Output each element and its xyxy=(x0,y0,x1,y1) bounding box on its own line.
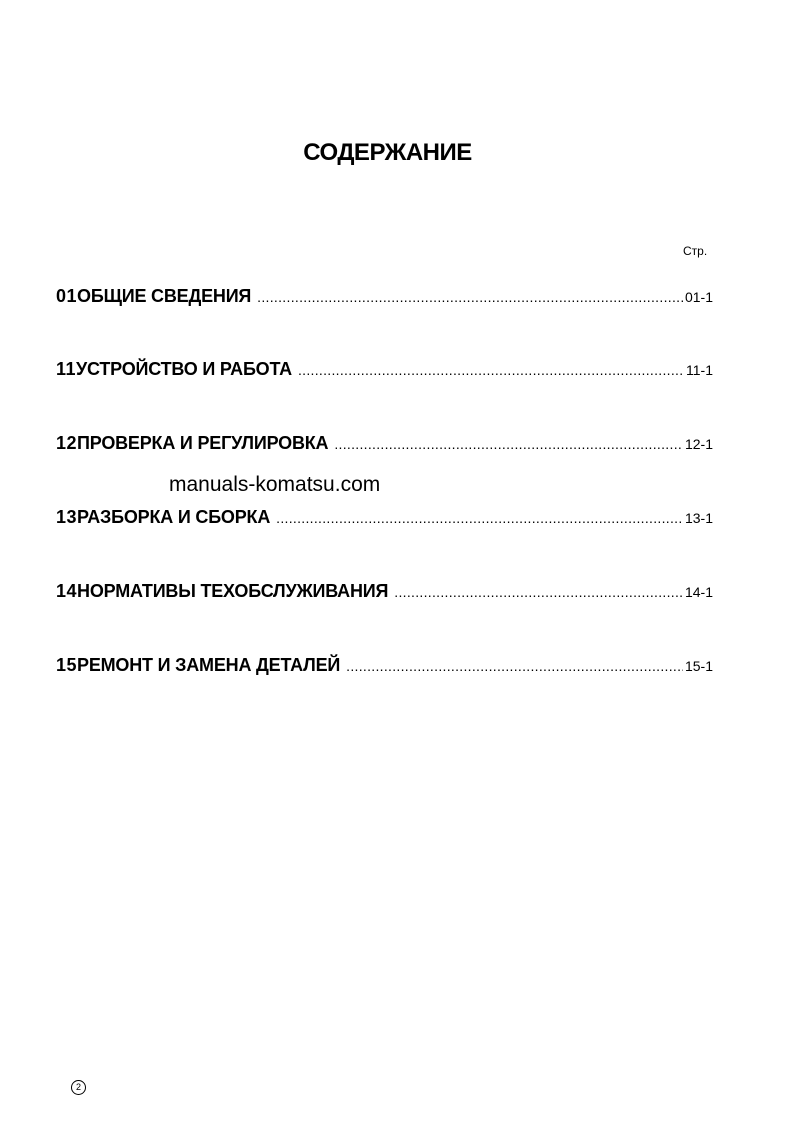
toc-entry-page: 11-1 xyxy=(686,362,713,378)
toc-entry-13[interactable] xyxy=(56,507,713,531)
toc-entry-page: 15-1 xyxy=(684,658,713,674)
toc-entry-title: НОРМАТИВЫ ТЕХОБСЛУЖИВАНИЯ xyxy=(77,581,389,601)
toc-leader-dots xyxy=(334,436,683,452)
toc-leader-dots xyxy=(394,584,683,600)
toc-leader-dots xyxy=(298,362,684,378)
toc-entry-title: ОБЩИЕ СВЕДЕНИЯ xyxy=(77,286,252,306)
toc-entry-number: 11 xyxy=(56,359,77,379)
page-title: СОДЕРЖАНИЕ xyxy=(303,139,472,166)
toc-entry-page: 01-1 xyxy=(684,289,713,305)
toc-entry-number: 01 xyxy=(56,286,78,306)
revision-mark: 2 xyxy=(71,1080,86,1095)
toc-entry-12[interactable] xyxy=(56,433,713,457)
toc-entry-11[interactable] xyxy=(56,359,713,383)
toc-entry-14[interactable] xyxy=(56,581,713,605)
toc-entry-title: РЕМОНТ И ЗАМЕНА ДЕТАЛЕЙ xyxy=(77,655,341,675)
toc-entry-title: РАЗБОРКА И СБОРКА xyxy=(77,507,271,527)
toc-entry-number: 12 xyxy=(56,433,78,453)
toc-entry-15[interactable] xyxy=(56,655,713,679)
watermark-text: manuals-komatsu.com xyxy=(169,473,381,496)
toc-entry-page: 14-1 xyxy=(684,584,713,600)
toc-entry-number: 13 xyxy=(56,507,78,527)
toc-entry-page: 13-1 xyxy=(684,510,713,526)
toc-entry-title: ПРОВЕРКА И РЕГУЛИРОВКА xyxy=(77,433,329,453)
toc-entry-title: УСТРОЙСТВО И РАБОТА xyxy=(76,359,292,379)
toc-entry-number: 14 xyxy=(56,581,78,601)
toc-leader-dots xyxy=(346,658,683,674)
toc-leader-dots xyxy=(276,510,683,526)
toc-entry-01[interactable] xyxy=(56,286,713,310)
page-column-label: Стр. xyxy=(683,244,708,258)
toc-entry-number: 15 xyxy=(56,655,78,675)
table-of-contents xyxy=(56,0,713,700)
toc-entry-page: 12-1 xyxy=(684,436,713,452)
toc-leader-dots xyxy=(257,289,683,305)
